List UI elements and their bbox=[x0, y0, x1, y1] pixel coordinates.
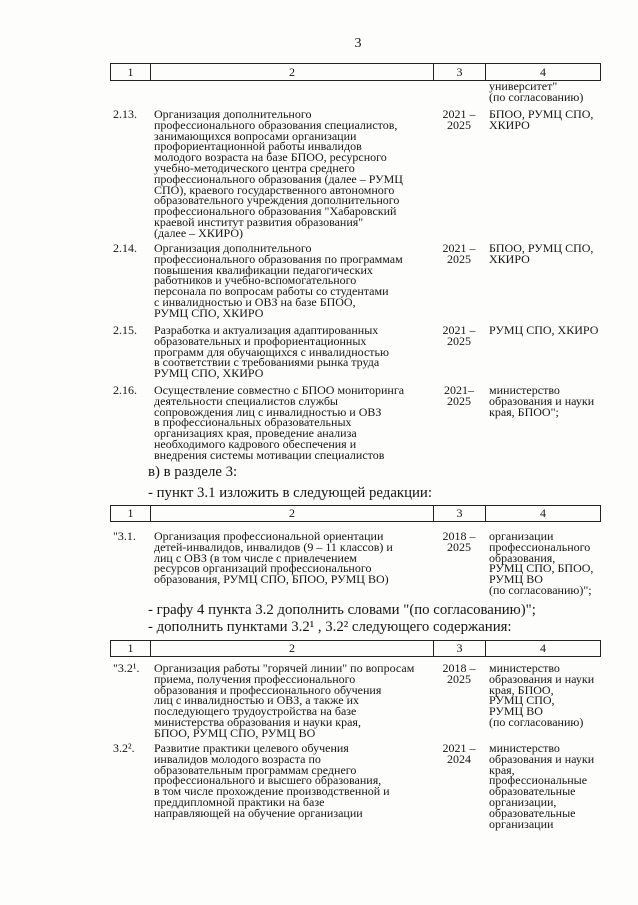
column-header-number: 1 bbox=[127, 65, 134, 79]
column-header-period: 3 bbox=[433, 506, 485, 521]
table-row bbox=[111, 109, 600, 239]
table-header bbox=[110, 505, 601, 522]
row-period: 2021– 2025 bbox=[444, 383, 474, 408]
page-number: 3 bbox=[354, 36, 362, 51]
row-text: Организация работы "горячей линии" по вопросам приема, получения профессионального образования и профессионального обучения лиц с инвалидностью и ОВЗ, а также их последующего трудоустройства на базе министерства образования и науки края, БПОО, РУМЦ СПО, РУМЦ ВО bbox=[154, 661, 415, 740]
table-row bbox=[111, 325, 600, 379]
column-header-executors: 4 bbox=[485, 641, 600, 656]
column-header-number: 1 bbox=[127, 506, 134, 520]
row-number: 2.15. bbox=[113, 323, 137, 337]
row-text bbox=[150, 81, 433, 103]
table-header bbox=[110, 640, 601, 657]
table-row bbox=[111, 743, 600, 829]
column-header-period: 3 bbox=[433, 64, 485, 80]
row-period: 2018 – 2025 bbox=[442, 661, 476, 686]
row-number: 2.14. bbox=[113, 241, 137, 255]
row-period: 2021 – 2025 bbox=[442, 323, 476, 348]
table-row bbox=[111, 243, 600, 319]
row-text: Развитие практики целевого обучения инвалидов молодого возраста по образовательным программам среднего профессионального и высшего образования, в том числе прохождение производственной и преддипломной практики на базе направляющей на обучение организации bbox=[154, 741, 390, 820]
row-executors: БПОО, РУМЦ СПО, ХКИРО bbox=[489, 107, 594, 132]
row-number: 3.2². bbox=[113, 741, 135, 755]
column-header-measure: 2 bbox=[150, 506, 433, 521]
row-text: Осуществление совместно с БПОО мониторинга деятельности специалистов службы сопровождения лиц с инвалидностью и ОВЗ в профессиональных образовательных организациях края, проведение анализа необходимого кадрового обеспечения и внедрения системы мотивации специалистов bbox=[154, 383, 405, 462]
row-number: "3.1. bbox=[113, 529, 136, 543]
amendment-instruction: - графу 4 пункта 3.2 дополнить словами "(по согласованию)"; bbox=[148, 602, 536, 618]
column-header-number: 1 bbox=[127, 641, 134, 655]
row-period: 2021 – 2025 bbox=[442, 107, 476, 132]
column-header-measure: 2 bbox=[150, 64, 433, 80]
row-executors: РУМЦ СПО, ХКИРО bbox=[489, 323, 599, 337]
amendment-instruction: - пункт 3.1 изложить в следующей редакции: bbox=[148, 485, 432, 501]
row-text: Организация профессиональной ориентации детей-инвалидов, инвалидов (9 – 11 классов) и лиц с ОВЗ (в том числе с привлечением ресурсов организаций профессионального образования, РУМЦ СПО, БПОО, РУМЦ ВО) bbox=[154, 529, 393, 587]
row-executors: министерство образования и науки края, БПОО"; bbox=[489, 383, 595, 419]
row-text: Организация дополнительного профессионального образования специалистов, занимающихся вопросами организации профориентационной работы инвалидов молодого возраста на базе БПОО, ресурсного учебно-методического центра среднего профессионального образования (далее – РУМЦ СПО), краевого государственного автономного образовательного учреждения дополнительного профессионального образования "Хабаровский краевой институт развития образования" (далее – ХКИРО) bbox=[154, 107, 403, 240]
row-number: 2.13. bbox=[113, 107, 137, 121]
row-period bbox=[433, 81, 485, 103]
row-executors: организации профессионального образования, РУМЦ СПО, БПОО, РУМЦ ВО (по согласованию)"; bbox=[489, 529, 594, 597]
row-executors: министерство образования и науки края, профессиональные образовательные организации, образовательные организации bbox=[489, 741, 595, 831]
column-header-period: 3 bbox=[433, 641, 485, 656]
row-text: Разработка и актуализация адаптированных образовательных и профориентационных программ для обучающихся с инвалидностью в соответствии с требованиями рынка труда РУМЦ СПО, ХКИРО bbox=[154, 323, 389, 381]
row-period: 2021 – 2024 bbox=[442, 741, 476, 766]
row-executors: университет" (по согласованию) bbox=[489, 79, 584, 104]
table-row-continuation bbox=[111, 81, 600, 103]
column-header-executors: 4 bbox=[485, 64, 600, 80]
row-period: 2018 – 2025 bbox=[442, 529, 476, 554]
row-number: "3.2¹. bbox=[113, 661, 140, 675]
amendment-instruction: - дополнить пунктами 3.2¹ , 3.2² следующего содержания: bbox=[148, 619, 512, 635]
row-executors: БПОО, РУМЦ СПО, ХКИРО bbox=[489, 241, 594, 266]
row-number bbox=[111, 81, 150, 103]
row-text: Организация дополнительного профессионального образования по программам повышения квалификации педагогических работников и учебно-вспомогательного персонала по вопросам работы со студентами с инвалидностью и ОВЗ на базе БПОО, РУМЦ СПО, ХКИРО bbox=[154, 241, 403, 320]
column-header-measure: 2 bbox=[150, 641, 433, 656]
row-executors: министерство образования и науки края, БПОО, РУМЦ СПО, РУМЦ ВО (по согласованию) bbox=[489, 661, 595, 729]
table-row bbox=[111, 531, 600, 596]
row-period: 2021 – 2025 bbox=[442, 241, 476, 266]
table-row bbox=[111, 663, 600, 739]
column-header-executors: 4 bbox=[485, 506, 600, 521]
row-number: 2.16. bbox=[113, 383, 137, 397]
table-row bbox=[111, 385, 600, 461]
amendment-section-heading: в) в разделе 3: bbox=[148, 464, 238, 480]
